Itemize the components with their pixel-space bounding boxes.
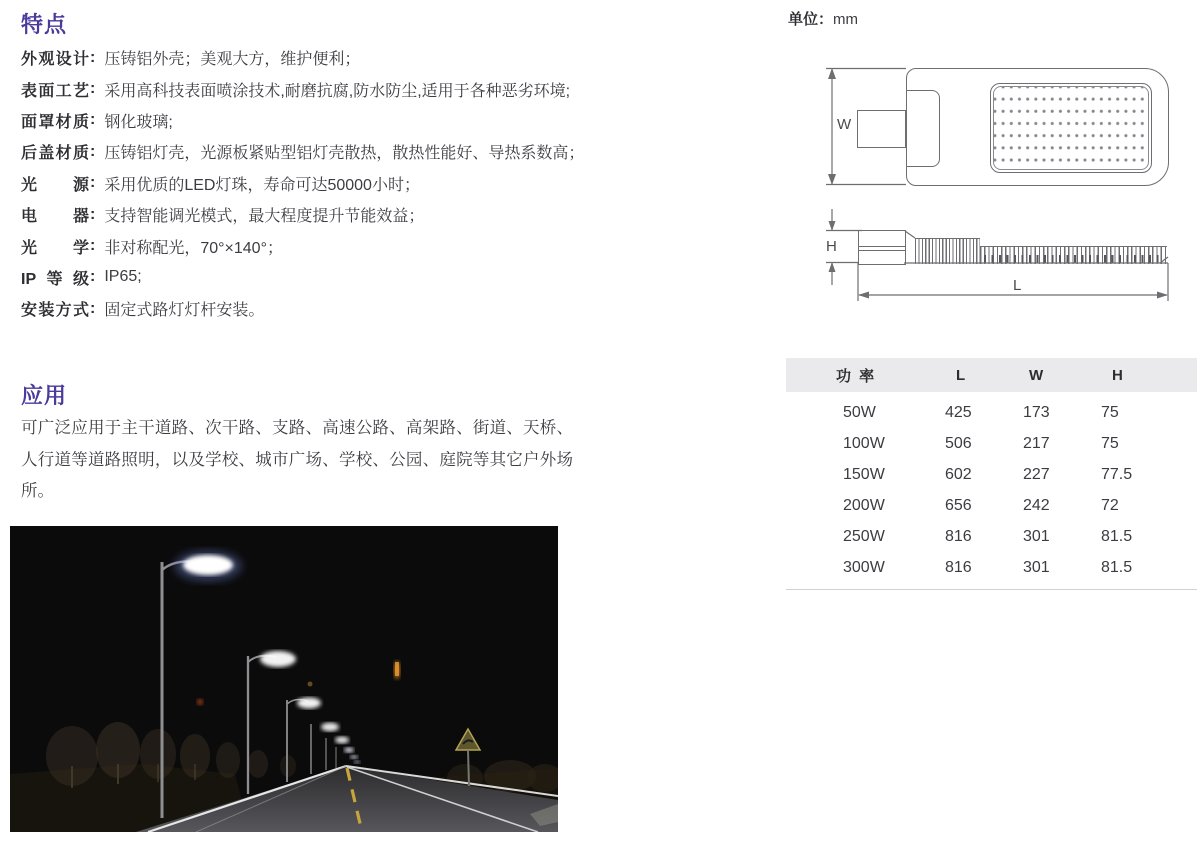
feature-value: 固定式路灯灯杆安装。 [104, 302, 265, 320]
cell-l: 425 [945, 403, 972, 421]
cell-h: 72 [1101, 496, 1119, 514]
spec-table-header [786, 358, 1197, 392]
header-power: 功 率 [836, 367, 877, 385]
cell-power: 200W [843, 496, 885, 514]
feature-item [21, 168, 584, 199]
feature-item [21, 136, 584, 167]
feature-label: 电器 [21, 208, 89, 226]
top-view-drawing [812, 58, 1180, 192]
feature-item [21, 105, 584, 136]
street-night-photo [10, 526, 558, 832]
cell-h: 77.5 [1101, 465, 1133, 483]
spec-table [786, 358, 1197, 590]
application-paragraph: 可广泛应用于主干道路、次干路、支路、高速公路、高架路、街道、天桥、人行道等道路照明，以及学校、城市广场、学校、公园、庭院等其它户外场所。 [21, 419, 573, 500]
feature-colon: : [90, 111, 96, 129]
feature-value: IP65; [104, 268, 142, 286]
cell-h: 75 [1101, 403, 1119, 421]
cell-l: 656 [945, 496, 972, 514]
cell-w: 301 [1023, 527, 1050, 545]
feature-item [21, 262, 584, 293]
cell-l: 816 [945, 527, 972, 545]
table-row [786, 521, 1197, 552]
dim-h-label: H [826, 238, 837, 255]
feature-value: 压铸铝外壳；美观大方，维护便利； [104, 51, 361, 69]
features-heading: 特点 [21, 12, 68, 37]
spec-table-rows [786, 397, 1197, 583]
feature-colon: : [90, 48, 96, 66]
cell-power: 100W [843, 434, 885, 452]
cell-w: 173 [1023, 403, 1050, 421]
feature-value: 压铸铝灯壳，光源板紧贴型铝灯壳散热，散热性能好、导热系数高； [104, 145, 585, 163]
feature-colon: : [90, 299, 96, 317]
table-row [786, 459, 1197, 490]
feature-item [21, 199, 584, 230]
feature-label: 表面工艺 [21, 82, 89, 100]
cell-h: 75 [1101, 434, 1119, 452]
feature-item [21, 230, 584, 261]
feature-label: IP等级 [21, 270, 89, 288]
cell-w: 242 [1023, 496, 1050, 514]
dim-w-label: W [837, 116, 852, 133]
table-row [786, 552, 1197, 583]
feature-colon: : [90, 237, 96, 255]
feature-label: 外观设计 [21, 51, 89, 69]
header-w: W [1029, 366, 1044, 384]
feature-colon: : [90, 268, 96, 286]
feature-label: 光源 [21, 176, 89, 194]
feature-item [21, 293, 584, 324]
dim-l-label: L [1009, 277, 1025, 294]
unit-label-caption: 单位： [788, 11, 834, 28]
side-view-drawing [812, 205, 1180, 317]
cell-h: 81.5 [1101, 527, 1133, 545]
cell-power: 250W [843, 527, 885, 545]
feature-colon: : [90, 174, 96, 192]
feature-colon: : [90, 205, 96, 223]
feature-label: 安装方式 [21, 302, 89, 320]
feature-value: 采用高科技表面喷涂技术,耐磨抗腐,防水防尘,适用于各种恶劣环境; [104, 82, 571, 100]
feature-label: 后盖材质 [21, 145, 89, 163]
cell-power: 150W [843, 465, 885, 483]
feature-value: 支持智能调光模式，最大程度提升节能效益； [104, 208, 425, 226]
header-l: L [956, 366, 966, 384]
cell-w: 227 [1023, 465, 1050, 483]
feature-label: 面罩材质 [21, 113, 89, 131]
cell-w: 301 [1023, 558, 1050, 576]
cell-l: 602 [945, 465, 972, 483]
unit-label [788, 8, 858, 29]
feature-list [21, 42, 584, 325]
unit-label-value: mm [833, 11, 859, 28]
cell-power: 300W [843, 558, 885, 576]
feature-value: 非对称配光，70°×140°； [104, 239, 283, 257]
cell-l: 816 [945, 558, 972, 576]
cell-w: 217 [1023, 434, 1050, 452]
table-row [786, 490, 1197, 521]
cell-power: 50W [843, 403, 876, 421]
feature-colon: : [90, 80, 96, 98]
feature-colon: : [90, 142, 96, 160]
feature-value: 采用优质的LED灯珠，寿命可达50000小时； [104, 176, 420, 194]
street-night-photo-art [10, 526, 558, 832]
table-bottom-rule [786, 589, 1197, 590]
hl-dimension-lines [812, 205, 1180, 317]
application-heading: 应用 [21, 383, 68, 408]
header-h: H [1112, 366, 1123, 384]
feature-item [21, 42, 584, 73]
table-row [786, 397, 1197, 428]
feature-item [21, 73, 584, 104]
cell-l: 506 [945, 434, 972, 452]
w-dimension-lines [812, 58, 1180, 192]
cell-h: 81.5 [1101, 558, 1133, 576]
table-row [786, 428, 1197, 459]
feature-value: 钢化玻璃; [104, 113, 173, 131]
feature-label: 光学 [21, 239, 89, 257]
